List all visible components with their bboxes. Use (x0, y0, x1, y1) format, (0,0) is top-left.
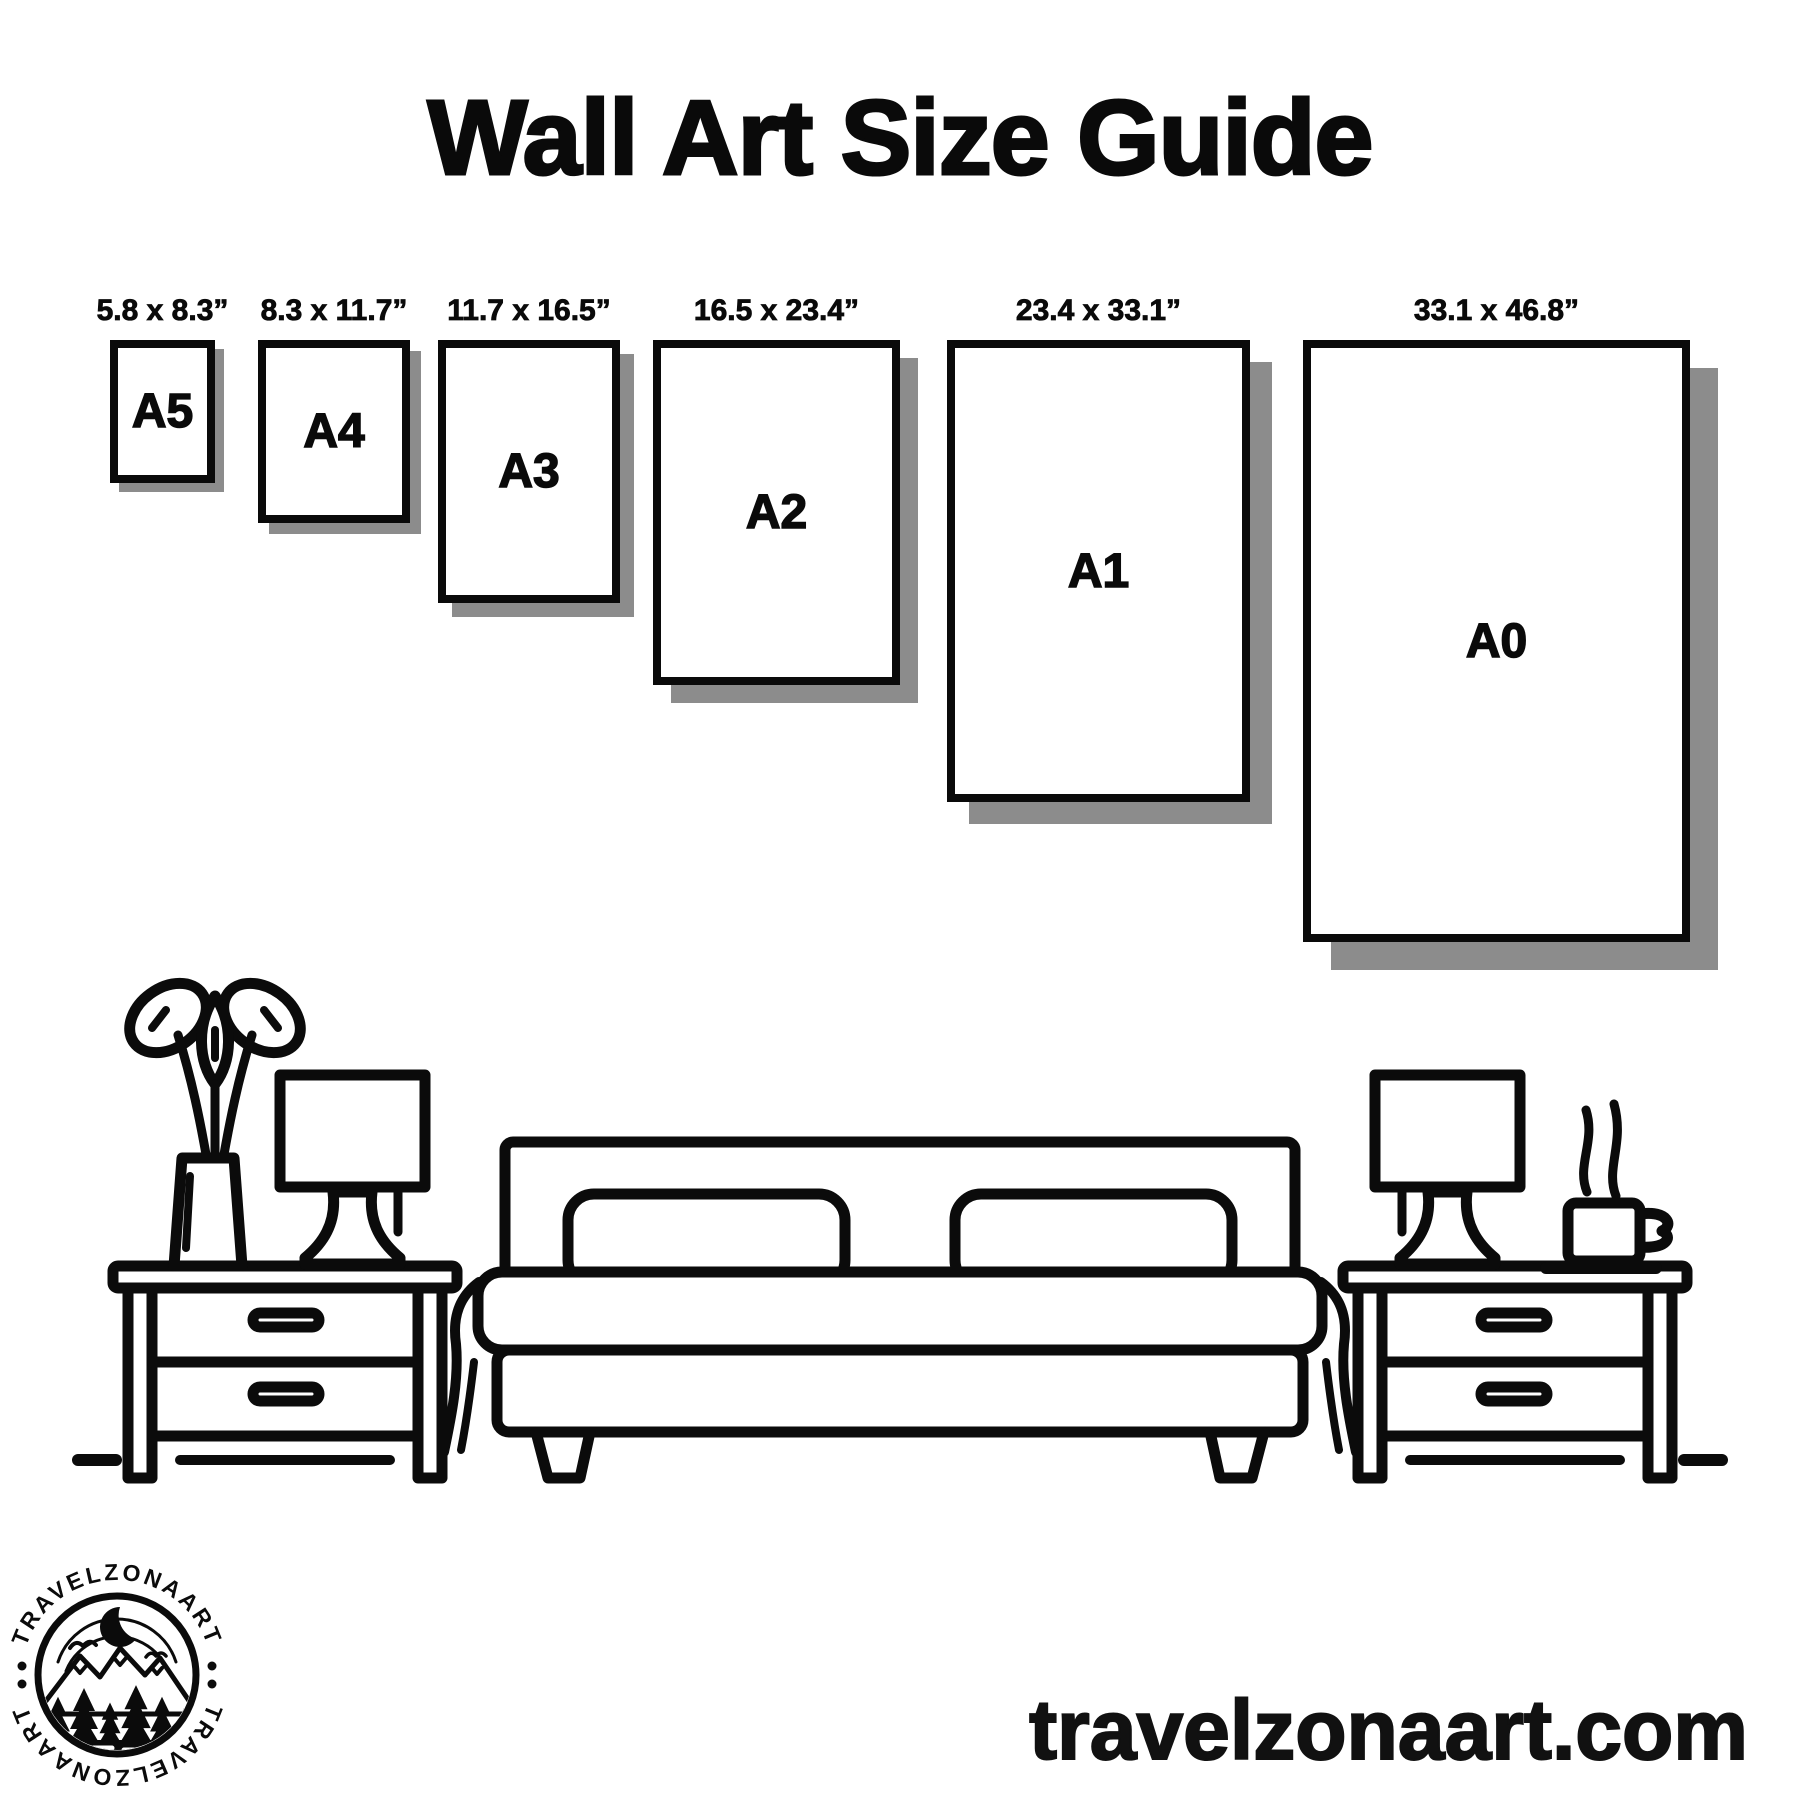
left-lamp (280, 1075, 425, 1264)
blanket-fold-right (1326, 1362, 1339, 1450)
logo-dot (208, 1662, 217, 1671)
left-nightstand (113, 1266, 457, 1478)
logo-dot (18, 1680, 27, 1689)
page-title: Wall Art Size Guide (427, 79, 1373, 197)
frame-a5-dimensions: 5.8 x 8.3” (96, 294, 229, 327)
drawer-handle (1481, 1387, 1547, 1401)
frame-a0-label: A0 (1465, 614, 1528, 668)
mug-body (1568, 1203, 1640, 1261)
frame-a5-label: A5 (131, 385, 194, 438)
drawer-handle (1481, 1313, 1547, 1327)
lamp-shade (1375, 1075, 1520, 1187)
lamp-stem (1400, 1192, 1495, 1264)
drawer-handle (253, 1313, 319, 1327)
bed-base (497, 1350, 1303, 1432)
frame-a3-dimensions: 11.7 x 16.5” (447, 294, 611, 327)
frame-a0-dimensions: 33.1 x 46.8” (1413, 294, 1580, 327)
frame-a4-dimensions: 8.3 x 11.7” (260, 294, 408, 327)
blanket-fold-left (461, 1362, 474, 1450)
logo-dot (208, 1680, 217, 1689)
brand-logo (6, 1559, 227, 1792)
logo-dot (18, 1662, 27, 1671)
bed-foot-right (1210, 1432, 1264, 1478)
frame-a3-label: A3 (498, 445, 560, 498)
steam (1613, 1104, 1618, 1196)
mattress (478, 1272, 1322, 1350)
frame-a1-label: A1 (1067, 544, 1130, 598)
right-nightstand (1343, 1266, 1687, 1478)
vase-accent (186, 1176, 190, 1248)
frame-a2-label: A2 (745, 486, 808, 539)
logo-arc-text-top: TRAVELZONAART (6, 1558, 228, 1650)
steam (1584, 1110, 1589, 1192)
coffee-mug (1546, 1104, 1668, 1268)
drawer-handle (253, 1387, 319, 1401)
bed-foot-left (536, 1432, 590, 1478)
frame-a1-dimensions: 23.4 x 33.1” (1015, 294, 1182, 327)
lamp-stem (305, 1192, 400, 1264)
lamp-shade (280, 1075, 425, 1187)
frame-a4-label: A4 (303, 405, 365, 458)
frame-a2-dimensions: 16.5 x 23.4” (693, 294, 860, 327)
right-lamp (1375, 1075, 1520, 1264)
website-url: travelzonaart.com (1029, 1683, 1748, 1777)
nightstand-top (113, 1266, 457, 1288)
bed (444, 1142, 1356, 1478)
logo-arc-text-bottom: TRAVELZONAART (6, 1700, 228, 1792)
